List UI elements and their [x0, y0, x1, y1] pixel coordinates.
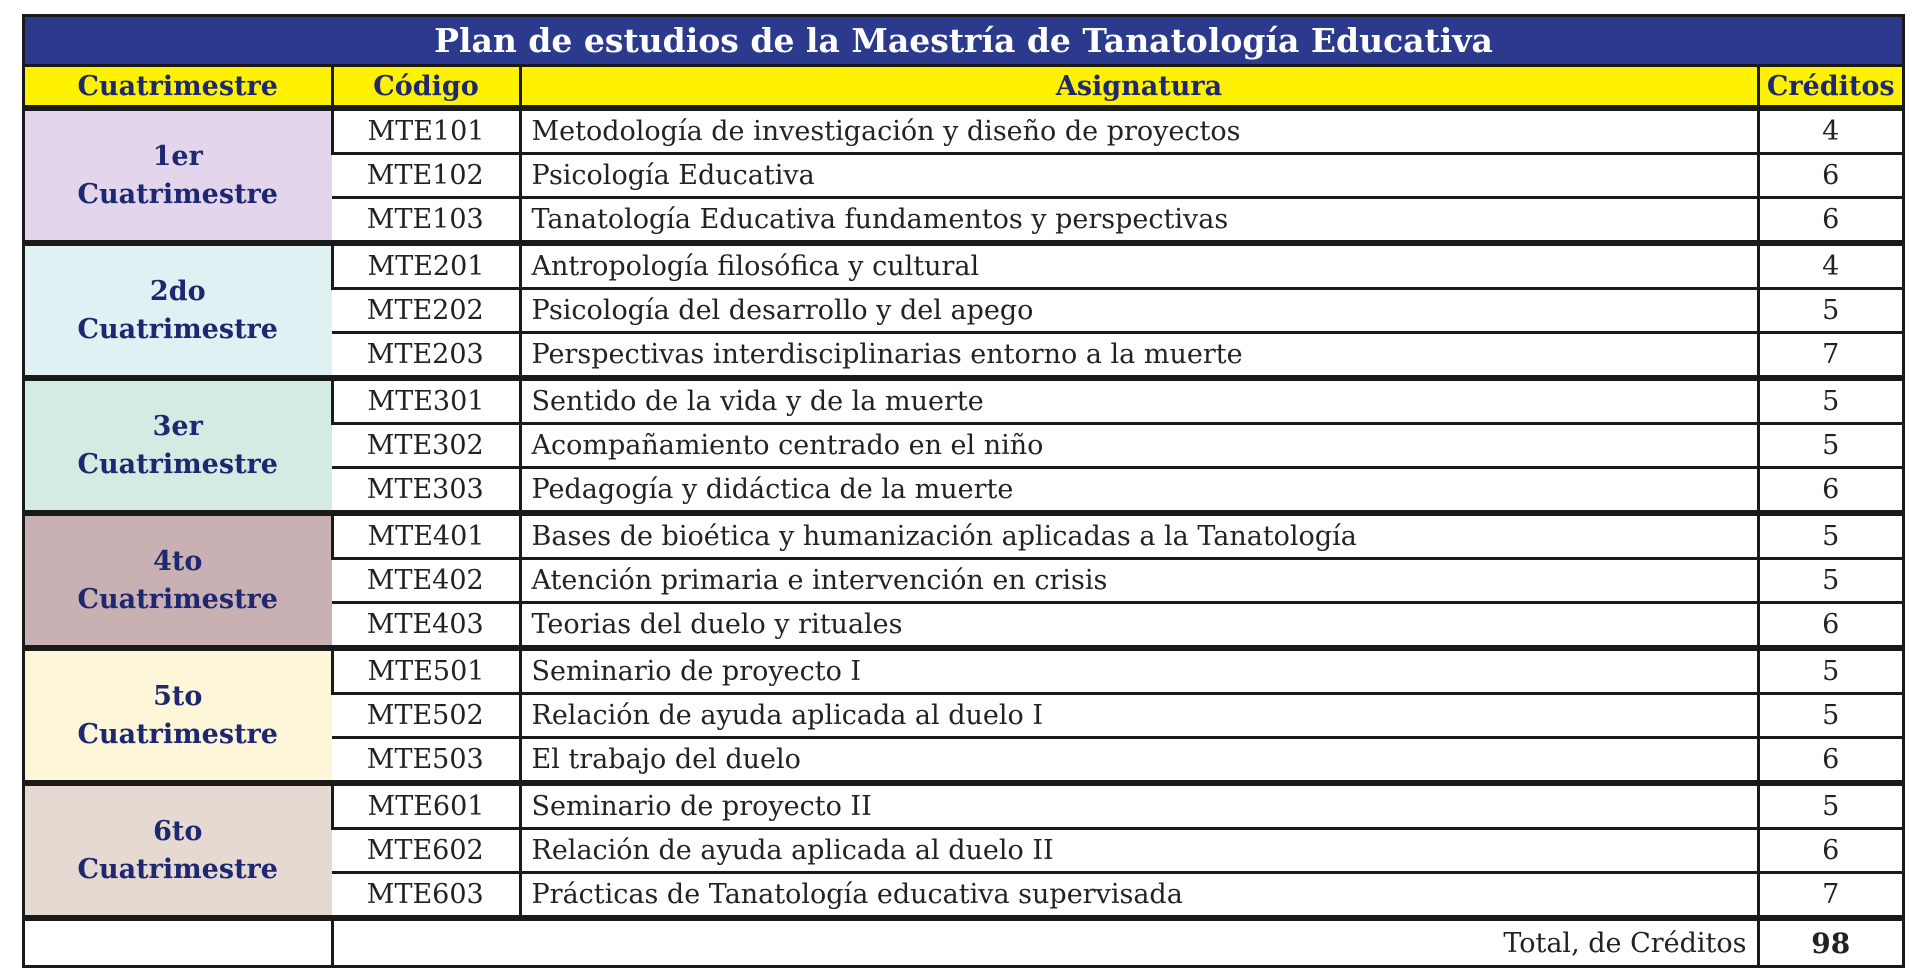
course-subject: Teorias del duelo y rituales: [520, 603, 1758, 649]
course-credits: 5: [1758, 694, 1902, 738]
table-row: [25, 108, 1902, 154]
course-credits: 6: [1758, 468, 1902, 514]
course-subject: Relación de ayuda aplicada al duelo I: [520, 694, 1758, 738]
course-code: MTE201: [332, 243, 520, 289]
table-title: Plan de estudios de la Maestría de Tanatología Educativa: [25, 17, 1902, 67]
course-code: MTE202: [332, 289, 520, 333]
curriculum-table-frame: [22, 14, 1905, 968]
course-subject: Seminario de proyecto I: [520, 648, 1758, 694]
cuatrimestre-cell: [25, 108, 332, 243]
course-credits: 7: [1758, 333, 1902, 379]
course-code: MTE603: [332, 873, 520, 919]
cuatrimestre-label: Cuatrimestre: [77, 853, 278, 885]
header-codigo: Código: [332, 67, 520, 108]
total-label: Total, de Créditos: [332, 918, 1758, 965]
course-credits: 6: [1758, 198, 1902, 244]
course-code: MTE302: [332, 424, 520, 468]
course-subject: Bases de bioética y humanización aplicadas a la Tanatología: [520, 513, 1758, 559]
course-subject: Psicología del desarrollo y del apego: [520, 289, 1758, 333]
cuatrimestre-number: 4to: [153, 545, 203, 577]
course-subject: Sentido de la vida y de la muerte: [520, 378, 1758, 424]
course-code: MTE102: [332, 154, 520, 198]
course-subject: El trabajo del duelo: [520, 738, 1758, 784]
course-credits: 4: [1758, 108, 1902, 154]
course-code: MTE602: [332, 829, 520, 873]
cuatrimestre-cell: [25, 648, 332, 783]
course-subject: Atención primaria e intervención en crisis: [520, 559, 1758, 603]
course-credits: 6: [1758, 738, 1902, 784]
course-subject: Psicología Educativa: [520, 154, 1758, 198]
course-code: MTE601: [332, 783, 520, 829]
course-code: MTE203: [332, 333, 520, 379]
course-credits: 7: [1758, 873, 1902, 919]
course-subject: Tanatología Educativa fundamentos y perspectivas: [520, 198, 1758, 244]
cuatrimestre-label: Cuatrimestre: [77, 583, 278, 615]
table-row: [25, 783, 1902, 829]
cuatrimestre-cell: [25, 378, 332, 513]
cuatrimestre-number: 2do: [149, 275, 206, 307]
cuatrimestre-cell: [25, 783, 332, 918]
cuatrimestre-label: Cuatrimestre: [77, 178, 278, 210]
header-asignatura: Asignatura: [520, 67, 1758, 108]
course-code: MTE501: [332, 648, 520, 694]
course-credits: 4: [1758, 243, 1902, 289]
course-code: MTE402: [332, 559, 520, 603]
cuatrimestre-number: 3er: [152, 410, 203, 442]
table-row: [25, 648, 1902, 694]
course-credits: 6: [1758, 154, 1902, 198]
cuatrimestre-label: Cuatrimestre: [77, 718, 278, 750]
curriculum-table: [25, 67, 1902, 965]
course-credits: 5: [1758, 648, 1902, 694]
course-code: MTE303: [332, 468, 520, 514]
cuatrimestre-label: Cuatrimestre: [77, 448, 278, 480]
table-body: [25, 108, 1902, 965]
course-code: MTE503: [332, 738, 520, 784]
cuatrimestre-cell: [25, 243, 332, 378]
course-credits: 6: [1758, 603, 1902, 649]
cuatrimestre-label: Cuatrimestre: [77, 313, 278, 345]
course-subject: Antropología filosófica y cultural: [520, 243, 1758, 289]
cuatrimestre-number: 5to: [153, 680, 203, 712]
total-row: [25, 918, 1902, 965]
cuatrimestre-number: 6to: [153, 815, 203, 847]
course-credits: 5: [1758, 378, 1902, 424]
course-code: MTE301: [332, 378, 520, 424]
course-credits: 5: [1758, 513, 1902, 559]
cuatrimestre-number: 1er: [152, 140, 203, 172]
table-row: [25, 378, 1902, 424]
course-subject: Pedagogía y didáctica de la muerte: [520, 468, 1758, 514]
course-subject: Prácticas de Tanatología educativa supervisada: [520, 873, 1758, 919]
course-code: MTE502: [332, 694, 520, 738]
table-row: [25, 243, 1902, 289]
course-credits: 5: [1758, 424, 1902, 468]
cuatrimestre-cell: [25, 513, 332, 648]
table-row: [25, 513, 1902, 559]
course-credits: 6: [1758, 829, 1902, 873]
course-subject: Perspectivas interdisciplinarias entorno a la muerte: [520, 333, 1758, 379]
course-code: MTE103: [332, 198, 520, 244]
course-credits: 5: [1758, 783, 1902, 829]
course-subject: Metodología de investigación y diseño de proyectos: [520, 108, 1758, 154]
course-credits: 5: [1758, 559, 1902, 603]
header-creditos: Créditos: [1758, 67, 1902, 108]
course-code: MTE401: [332, 513, 520, 559]
course-code: MTE101: [332, 108, 520, 154]
course-code: MTE403: [332, 603, 520, 649]
header-row: [25, 67, 1902, 108]
course-credits: 5: [1758, 289, 1902, 333]
course-subject: Acompañamiento centrado en el niño: [520, 424, 1758, 468]
total-spacer: [25, 918, 332, 965]
total-value: 98: [1758, 918, 1902, 965]
course-subject: Seminario de proyecto II: [520, 783, 1758, 829]
header-cuatrimestre: Cuatrimestre: [25, 67, 332, 108]
course-subject: Relación de ayuda aplicada al duelo II: [520, 829, 1758, 873]
